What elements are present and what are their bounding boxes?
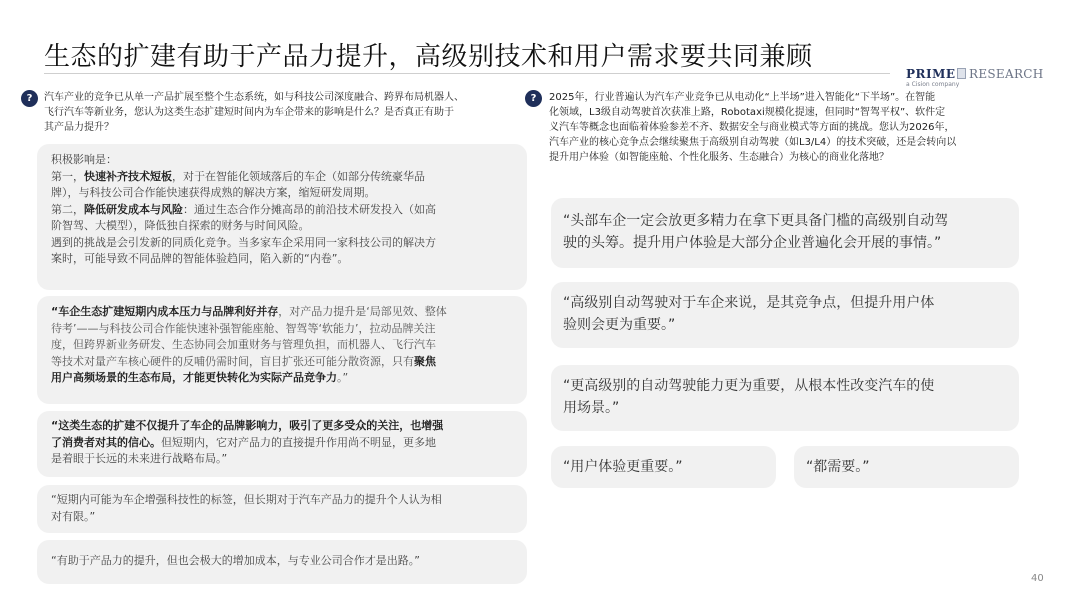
answer-line: 验则会更为重要。” <box>563 317 676 333</box>
answer-highlight: “这类生态的扩建不仅提升了车企的品牌影响力，吸引了更多受众的关注，也增强 <box>51 419 444 432</box>
answer-line: 遇到的挑战是会引发新的同质化竞争。当多家车企采用同一家科技公司的解决方 <box>51 235 436 249</box>
answer-bubble-9 <box>551 446 776 488</box>
answer-text: 等技术对量产车核心硬件的反哺仍需时间，盲目扩张还可能分散资源，只有 <box>51 354 414 368</box>
answer-text: ，对于在智能化领域落后的车企（如部分传统豪华品 <box>172 169 425 183</box>
answer-line: 对有限。” <box>51 509 96 523</box>
title-divider <box>44 73 890 74</box>
answer-line: 用场景。” <box>563 400 620 416</box>
logo-prime-text: PRIME <box>906 67 956 81</box>
answer-highlight: 用户高频场景的生态布局，才能更快转化为实际产品竞争力 <box>51 371 337 384</box>
answer-highlight: 聚焦 <box>414 354 436 368</box>
left-question-line: 飞行汽车等新业务，您认为这类生态扩建短时间内为车企带来的影响是什么？是否真正有助于 <box>44 107 454 118</box>
answer-text: ，对产品力提升是‘局部见效、整体 <box>278 305 447 318</box>
answer-line <box>51 202 527 219</box>
answer-bubble-5 <box>37 540 527 584</box>
answer-text: 第二， <box>51 202 84 216</box>
page-number: 40 <box>1031 573 1044 584</box>
answer-line <box>51 370 527 387</box>
answer-text: 第一， <box>51 169 84 183</box>
answer-highlight: “车企生态扩建短期内成本压力与品牌利好并存 <box>51 305 279 318</box>
answer-line: 牌），与科技公司合作能快速获得成熟的解决方案，缩短研发周期。 <box>51 186 376 199</box>
answer-line <box>51 169 527 186</box>
right-question-line: 汽车产业的核心竞争点会继续聚焦于高级别自动驾驶（如L3/L4）的技术突破，还是会转向以 <box>549 137 957 148</box>
answer-line: 积极影响是： <box>51 153 117 166</box>
answer-line: “用户体验更重要。” <box>563 459 683 475</box>
question-icon: ? <box>525 90 542 107</box>
right-question-line: 提升用户体验（如智能座舱、个性化服务、生态融合）为核心的商业化落地？ <box>549 152 889 163</box>
left-question <box>44 90 514 135</box>
answer-bubble-3 <box>37 411 527 477</box>
logo-research-text: RESEARCH <box>969 67 1044 81</box>
answer-text: 。” <box>337 371 349 384</box>
answer-bubble-8 <box>551 365 1019 431</box>
answer-line: 案时，可能导致不同品牌的智能体验趋同，陷入新的“内卷”。 <box>51 252 349 265</box>
answer-bubble-6 <box>551 198 1019 268</box>
answer-bubble-4 <box>37 485 527 533</box>
answer-bubble-10 <box>794 446 1019 488</box>
right-question-line: 义汽车等概念也面临着体验参差不齐、数据安全与商业模式等方面的挑战。您认为2026年， <box>549 122 955 133</box>
answer-line: “短期内可能为车企增强科技性的标签，但长期对于汽车产品力的提升个人认为相 <box>51 493 442 506</box>
answer-bubble-2 <box>37 296 527 404</box>
logo-square-icon <box>957 68 966 79</box>
answer-line: “头部车企一定会放更多精力在拿下更具备门槛的高级别自动驾 <box>563 213 949 229</box>
answer-line: “有助于产品力的提升，但也会极大的增加成本，与专业公司合作才是出路。” <box>51 554 420 567</box>
question-icon: ? <box>21 90 38 107</box>
answer-line: “都需要。” <box>806 459 870 475</box>
answer-highlight: 快速补齐技术短板 <box>84 169 172 183</box>
answer-line: “高级别自动驾驶对于车企来说，是其竞争点，但提升用户体 <box>563 295 935 311</box>
answer-highlight: 降低研发成本与风险 <box>84 202 183 216</box>
logo-subtitle: a Cision company <box>906 81 960 88</box>
left-question-line: 其产品力提升？ <box>44 122 114 133</box>
left-question-line: 汽车产业的竞争已从单一产品扩展至整个生态系统，如与科技公司深度融合、跨界布局机器人、 <box>44 92 464 103</box>
answer-line <box>51 418 527 435</box>
answer-bubble-7 <box>551 282 1019 348</box>
answer-line <box>51 304 527 321</box>
answer-text: 但短期内，它对产品力的直接提升作用尚不明显，更多地 <box>161 435 436 449</box>
answer-line <box>51 435 527 452</box>
answer-text: ：通过生态合作分摊高昂的前沿技术研发投入（如高 <box>183 202 436 216</box>
answer-line <box>51 354 527 371</box>
answer-line: 驶的头筹。提升用户体验是大部分企业普遍化会开展的事情。” <box>563 235 942 251</box>
page-title: 生态的扩建有助于产品力提升，高级别技术和用户需求要共同兼顾 <box>44 42 813 72</box>
right-question <box>549 90 1049 165</box>
answer-bubble-1 <box>37 144 527 290</box>
prime-research-logo <box>906 67 1046 91</box>
answer-line: 待考’——与科技公司合作能快速补强智能座舱、智驾等‘软能力’，拉动品牌关注 <box>51 321 436 335</box>
answer-line: 度，但跨界新业务研发、生态协同会加重财务与管理负担，而机器人、飞行汽车 <box>51 338 436 351</box>
right-question-line: 2025年，行业普遍认为汽车产业竞争已从电动化“上半场”进入智能化“下半场”。在智能 <box>549 92 936 103</box>
answer-highlight: 了消费者对其的信心。 <box>51 435 161 449</box>
answer-line: 阶智驾、大模型），降低独自探索的财务与时间风险。 <box>51 219 310 232</box>
answer-line: 是着眼于长远的未来进行战略布局。” <box>51 452 228 465</box>
answer-line: “更高级别的自动驾驶能力更为重要，从根本性改变汽车的使 <box>563 378 935 394</box>
right-question-line: 化领域，L3级自动驾驶首次获准上路，Robotaxi规模化提速，但同时“智驾平权”、软件定 <box>549 107 946 118</box>
